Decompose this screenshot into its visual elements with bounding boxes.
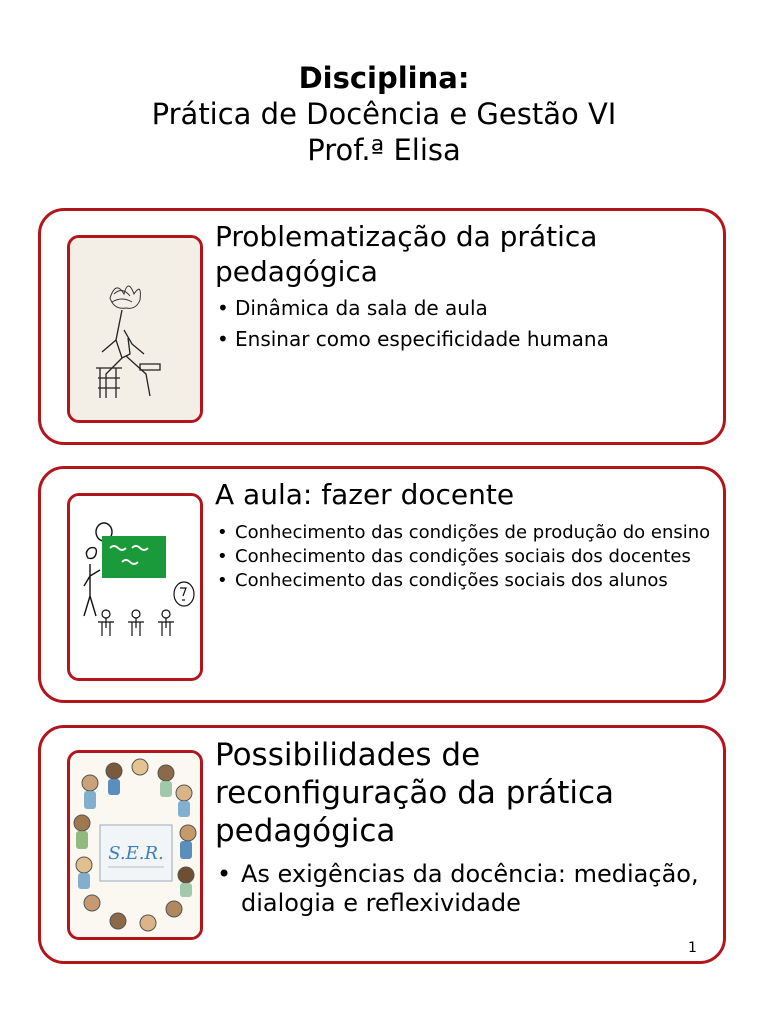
- section-title: A aula: fazer docente: [215, 478, 515, 511]
- course-title: Prática de Docência e Gestão VI: [151, 97, 617, 131]
- professor-name: Prof.ª Elisa: [307, 133, 461, 167]
- classroom-sketch-image: [67, 493, 203, 681]
- page-number: 1: [688, 940, 697, 956]
- section-card-possibilities: [38, 725, 726, 964]
- list-item: • As exigências da docência: mediação, dialogia e reflexividade: [215, 860, 713, 918]
- list-item: • Conhecimento das condições sociais dos alunos: [215, 569, 713, 593]
- list-item: • Conhecimento das condições de produção do ensino: [215, 521, 713, 545]
- section-card-problematization: [38, 208, 726, 445]
- bullet-list: [215, 521, 713, 593]
- ser-text: S.E.R.: [108, 843, 164, 864]
- group-circle-drawing-image: [67, 750, 203, 940]
- section-card-class: [38, 466, 726, 703]
- section-title: Possibilidades de reconfiguração da prática pedagógica: [215, 737, 615, 849]
- bullet-list: [215, 293, 713, 355]
- section-title: Problematização da prática pedagógica: [215, 220, 598, 288]
- section-content: [215, 219, 713, 355]
- bullet-list: [215, 860, 713, 918]
- list-item: • Ensinar como especificidade humana: [215, 324, 713, 355]
- section-content: [215, 736, 713, 918]
- sketch-figure-on-chair-image: [67, 235, 203, 423]
- document-header: [0, 60, 768, 168]
- section-content: [215, 475, 713, 593]
- list-item: • Conhecimento das condições sociais dos docentes: [215, 545, 713, 569]
- list-item: • Dinâmica da sala de aula: [215, 293, 713, 324]
- discipline-label: Disciplina:: [298, 61, 470, 95]
